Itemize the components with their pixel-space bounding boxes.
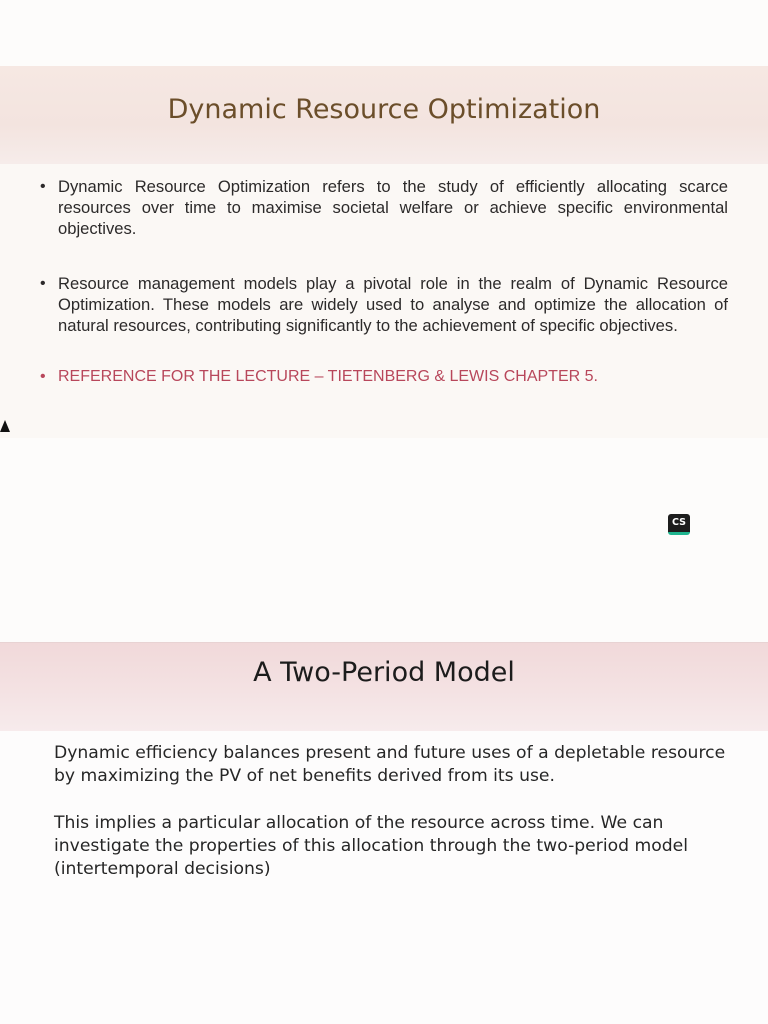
slide-header [0, 66, 768, 164]
bullet-icon: • [40, 178, 46, 195]
slide-header [0, 642, 768, 731]
bullet-text: Resource management models play a pivotal role in the realm of Dynamic Resource Optimization. These models are widely used to analyse and optimize the allocation of natural resources, contributing significantly to the achievement of specific objectives. [58, 274, 728, 335]
paragraph: This implies a particular allocation of the resource across time. We can investigate the properties of this allocation through the two-period model (intertemporal decisions) [54, 813, 688, 879]
bullet-icon: • [40, 368, 46, 385]
paragraph: Dynamic efficiency balances present and future uses of a depletable resource by maximizing the PV of net benefits derived from its use. [54, 743, 726, 786]
slide-title: Dynamic Resource Optimization [167, 94, 601, 125]
reference-text: REFERENCE FOR THE LECTURE – TIETENBERG & LEWIS CHAPTER 5. [58, 368, 598, 385]
bullet-item [38, 273, 728, 336]
slide-two-period-model [0, 642, 768, 1024]
bullet-icon: • [40, 275, 46, 292]
slide-dynamic-resource-optimization [0, 66, 768, 438]
slide-body [38, 176, 728, 387]
bullet-text: Dynamic Resource Optimization refers to the study of efficiently allocating scarce resources over time to maximise societal welfare or achieve specific environmental objectives. [58, 177, 728, 238]
triangle-marker-icon [0, 420, 10, 432]
slide-body [54, 742, 734, 881]
slide-title: A Two-Period Model [253, 657, 515, 688]
reference-bullet [38, 366, 728, 387]
camscanner-logo: CS [668, 514, 690, 535]
bullet-item [38, 176, 728, 239]
